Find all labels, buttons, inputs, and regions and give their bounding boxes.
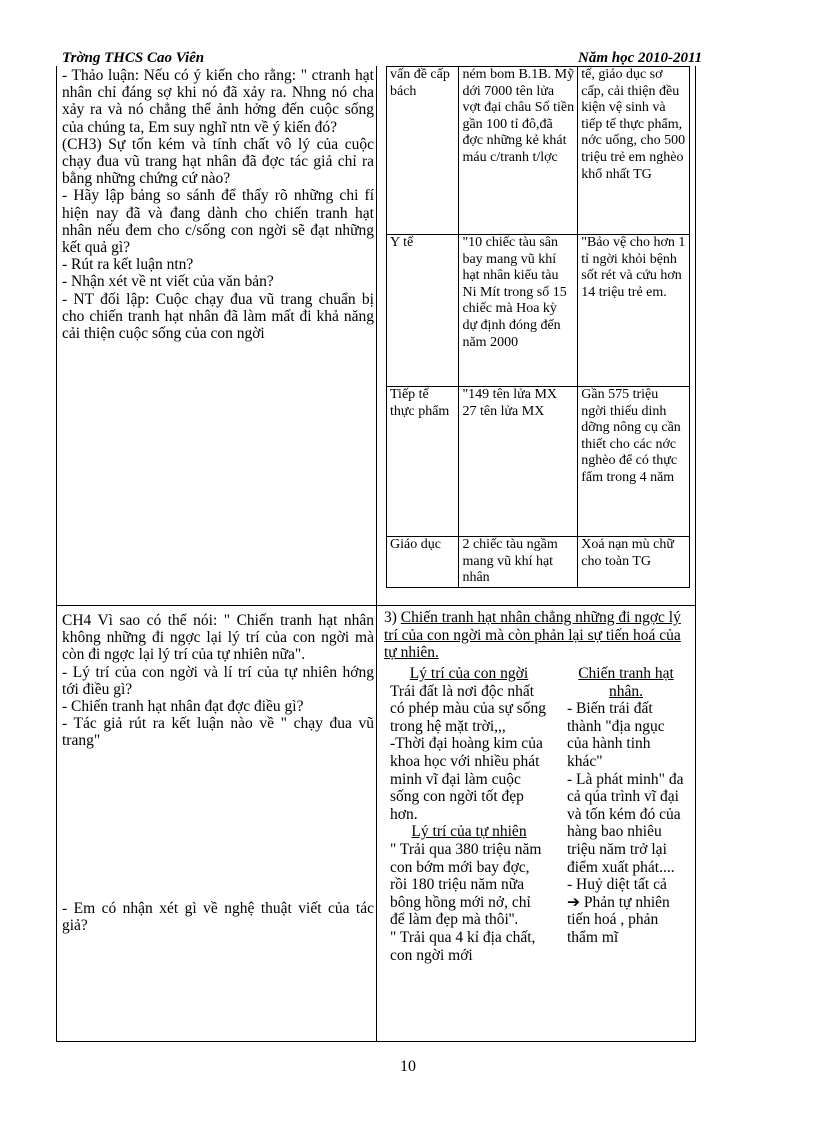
paragraph: - Lý trí của con ngời và lí trí của tự nhiên hớng tới điều gì? — [62, 663, 374, 698]
table-row — [387, 235, 690, 387]
nuclear-war-column — [567, 665, 685, 947]
paragraph: - Rút ra kết luận ntn? — [62, 256, 194, 274]
section-3-title — [384, 609, 690, 662]
row-divider — [56, 605, 696, 606]
page-number: 10 — [400, 1058, 416, 1075]
paragraph: " Trải qua 380 triệu năm con bớm mới bay đợc, rồi 180 triệu năm nữa bông hồng mới nở, chỉ để làm đẹp mà thôi''. — [390, 840, 542, 929]
table-cell-life: tế, giáo dục sơ cấp, cải thiện đều kiện vệ sinh và tiếp tế thực phẩm, nớc uống, cho 500 triệu trẻ em nghèo khổ nhất TG — [578, 67, 690, 235]
left-questions-part2 — [62, 612, 374, 750]
paragraph: - NT đối lập: Cuộc chạy đua vũ trang chuẩn bị cho chiến tranh hạt nhân đã làm mất đi khả năng cải thiện cuộc sống của con ngời — [62, 290, 374, 343]
paragraph: - Nhận xét về nt viết của văn bản? — [62, 273, 274, 291]
section-number: 3) — [384, 609, 401, 626]
table-cell-life: Gần 575 triệu ngời thiếu dinh dỡng nông cụ cần thiết cho các nớc nghèo để có thực fẩm trong 4 năm — [578, 387, 690, 537]
paragraph: - Thảo luận: Nếu có ý kiến cho rằng: " ctranh hạt nhân chỉ đáng sợ khi nó đã xảy ra. Nhng nó cha xảy ra và nó chẳng thể ảnh hởng đến cuộc sống của chúng ta, Em suy nghĩ ntn về ý kiến đó? — [62, 67, 374, 136]
table-cell-life: "Bảo vệ cho hơn 1 tỉ ngời khỏi bệnh sốt rét và cứu hơn 14 triệu trẻ em. — [578, 235, 690, 387]
table-cell-life: Xoá nạn mù chữ cho toàn TG — [578, 537, 690, 588]
paragraph: - Hãy lập bảng so sánh để thấy rõ những chi fí hiện nay đã và đang dành cho chiến tranh hạt nhân nếu đem cho c/sống con ngời sẽ đạt những kết quả gì? — [62, 187, 374, 257]
column-heading-nuclear-war: Chiến tranh hạt nhân. — [578, 665, 674, 700]
paragraph: -Thời đại hoàng kim của khoa học với nhiều phát minh vĩ đại làm cuộc sống con ngời tốt đẹp hơn. — [390, 735, 543, 823]
table-cell-weapons: "10 chiếc tàu sân bay mang vũ khí hạt nhân kiểu tàu Ni Mít trong số 15 chiếc mà Hoa kỳ dự định đóng đến năm 2000 — [459, 235, 578, 387]
table-cell-field: Giáo dục — [387, 537, 459, 588]
paragraph: " Trải qua 4 kỉ địa chất, con ngời mới — [390, 928, 536, 964]
table-cell-field: Y tế — [387, 235, 459, 387]
section-heading: Chiến tranh hạt nhân chẳng những đi ngợc lý trí của con ngời mà còn phản lại sự tiến hoá của tự nhiên. — [384, 609, 681, 661]
comparison-table — [386, 66, 690, 588]
header-year: Năm học 2010-2011 — [578, 50, 703, 66]
paragraph: - Huỷ diệt tất cả — [567, 876, 667, 894]
left-questions-part3 — [62, 900, 374, 934]
table-row — [387, 537, 690, 588]
paragraph: (CH3) Sự tốn kém và tính chất vô lý của cuộc chạy đua vũ trang hạt nhân đã đợc tác giả chỉ ra bằng những chứng cứ nào? — [62, 135, 374, 188]
table-cell-field: Tiếp tế thực phẩm — [387, 387, 459, 537]
reason-column — [390, 665, 548, 964]
column-divider — [376, 66, 377, 1042]
table-cell-weapons: 2 chiếc tàu ngầm mang vũ khí hạt nhân — [459, 537, 578, 588]
table-cell-weapons: "149 tên lửa MX 27 tên lửa MX — [459, 387, 578, 537]
table-cell-field: vấn đề cấp bách — [387, 67, 459, 235]
table-row — [387, 67, 690, 235]
table-row — [387, 387, 690, 537]
table-cell-weapons: ném bom B.1B. Mỹ dới 7000 tên lửa vợt đại châu Số tiền gần 100 tỉ đô,đã đợc những kẻ khát máu c/tranh t/lợc — [459, 67, 578, 235]
paragraph: CH4 Vì sao có thể nói: " Chiến tranh hạt nhân không những đi ngợc lại lý trí của con ngời mà còn đi ngợc lại lý trí của tự nhiên nữa". — [62, 612, 374, 664]
conclusion — [567, 894, 685, 947]
column-heading-nature-reason: Lý trí của tự nhiên — [411, 823, 527, 841]
paragraph: - Tác giả rút ra kết luận nào về " chạy đua vũ trang" — [62, 715, 374, 750]
arrow-right-icon: ➔ — [567, 893, 580, 911]
conclusion-text: Phản tự nhiên tiến hoá , phản thẩm mĩ — [567, 893, 670, 946]
header-school: Trờng THCS Cao Viên — [62, 50, 205, 66]
column-heading-human-reason: Lý trí của con ngời — [409, 665, 529, 682]
paragraph: Trái đất là nơi độc nhất có phép màu của sự sống trong hệ mặt trời,,, — [390, 682, 547, 735]
paragraph: - Chiến tranh hạt nhân đạt đợc điều gì? — [62, 698, 304, 716]
paragraph: - Em có nhận xét gì về nghệ thuật viết của tác giả? — [62, 900, 374, 935]
paragraph: - Là phát minh" đa cả qúa trình vĩ đại và tốn kém đó của hàng bao nhiêu triệu năm trở lại điểm xuất phát.... — [567, 770, 684, 876]
paragraph: - Biến trái đất thành "địa ngục của hành tinh khác" — [567, 700, 665, 770]
left-questions-part1 — [62, 67, 374, 342]
